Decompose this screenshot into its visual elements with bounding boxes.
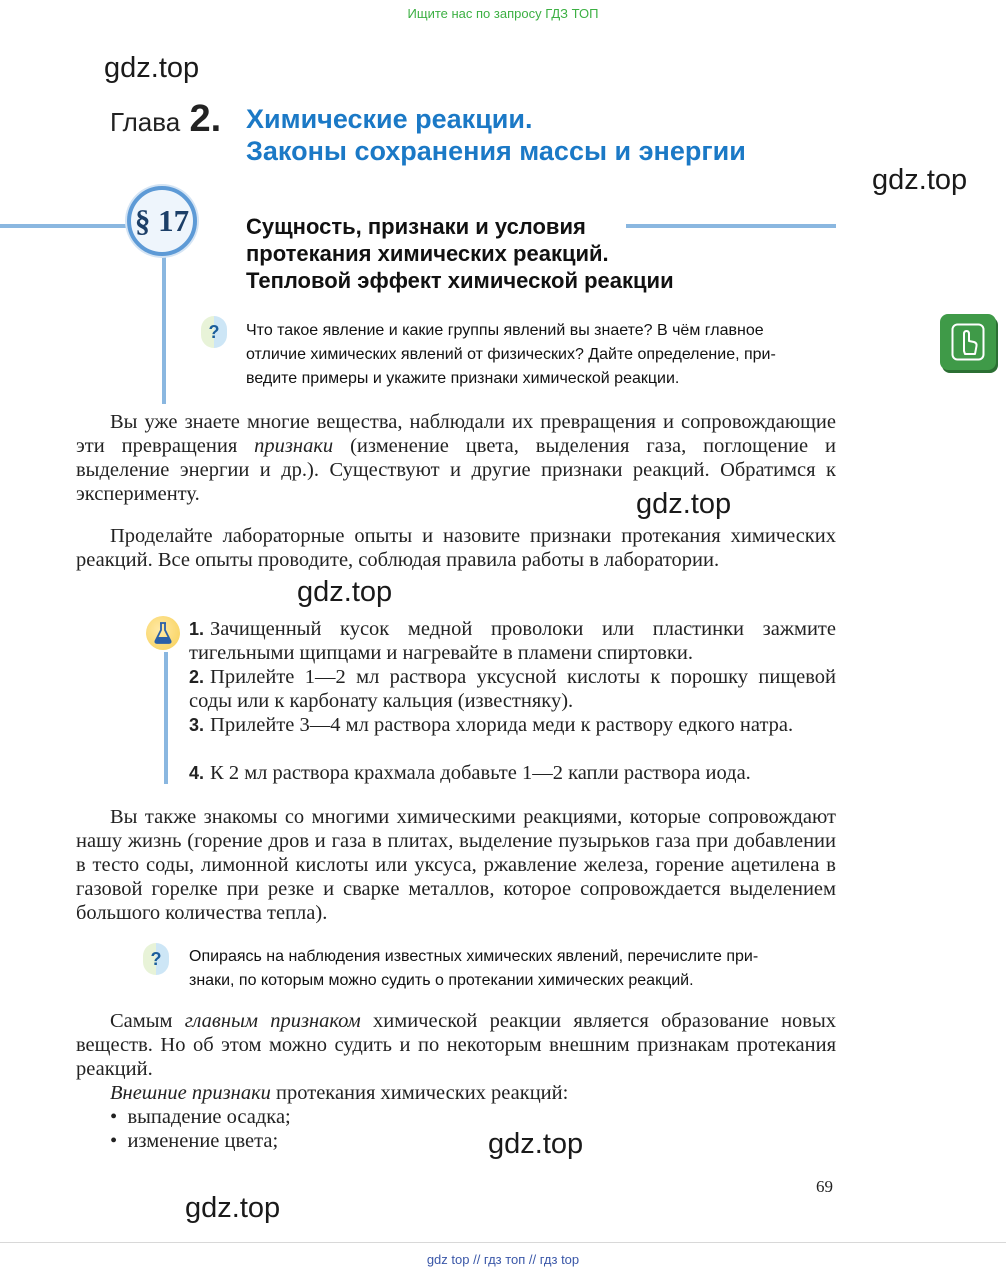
question-line: ведите примеры и укажите признаки химической реакции. bbox=[246, 370, 680, 387]
italic-term: Внешние признаки bbox=[110, 1082, 271, 1104]
list-item bbox=[110, 1105, 291, 1129]
external-signs-heading bbox=[110, 1081, 568, 1105]
lab-item-text: К 2 мл раствора крахмала добавьте 1—2 капли раствора иода. bbox=[210, 762, 751, 784]
text-run: протекания химических реакций: bbox=[270, 1082, 569, 1104]
watermark: gdz.top bbox=[872, 164, 968, 196]
section-rule-left bbox=[0, 224, 132, 228]
footer-links[interactable]: gdz top // гдз топ // гдз top bbox=[426, 1252, 580, 1267]
question-line: Опираясь на наблюдения известных химических явлений, перечислите при- bbox=[189, 948, 759, 965]
list-item bbox=[110, 1129, 278, 1153]
page-number: 69 bbox=[816, 1177, 833, 1196]
section-number: § 17 bbox=[134, 203, 190, 238]
lab-item bbox=[189, 713, 836, 737]
lab-item-number: 2. bbox=[189, 667, 205, 687]
text-run: Вы уже знаете многие вещества, наблюдали их превращения и сопровождающие эти превращения bbox=[76, 411, 836, 457]
watermark: gdz.top bbox=[636, 488, 732, 520]
tap-button[interactable] bbox=[940, 314, 996, 370]
watermark: gdz.top bbox=[488, 1128, 584, 1160]
lab-item-text: Прилейте 1—2 мл раствора уксусной кислоты к порошку пищевой соды или к карбонату кальция (известняку). bbox=[189, 666, 836, 712]
footer-divider bbox=[0, 1242, 1006, 1243]
chapter-label bbox=[110, 98, 221, 141]
lab-item-text: Зачищенный кусок медной проволоки или пластинки зажмите тигельными щипцами и нагревайте в пламени спиртовки. bbox=[189, 618, 836, 664]
italic-term: признаки bbox=[254, 435, 334, 457]
lab-item bbox=[189, 617, 836, 665]
lab-item-text: Прилейте 3—4 мл раствора хлорида меди к раствору едкого натра. bbox=[210, 714, 794, 736]
lab-item-number: 1. bbox=[189, 619, 205, 639]
question-icon: ? bbox=[201, 316, 227, 348]
text-run: Самым bbox=[110, 1010, 185, 1032]
question-block bbox=[246, 319, 776, 391]
paragraph-lab-intro bbox=[76, 524, 836, 572]
question-icon: ? bbox=[143, 943, 169, 975]
chapter-title bbox=[246, 103, 746, 167]
section-badge bbox=[127, 186, 197, 256]
watermark: gdz.top bbox=[185, 1192, 281, 1224]
top-banner[interactable]: Ищите нас по запросу ГДЗ ТОП bbox=[407, 6, 599, 21]
text-run: химической реакции является образование новых веществ. Но об этом можно судить и по некоторым внешним признакам протекания реакций. bbox=[76, 1010, 836, 1080]
lab-item-number: 4. bbox=[189, 763, 205, 783]
chapter-title-line: Химические реакции. bbox=[246, 104, 533, 134]
watermark: gdz.top bbox=[297, 576, 393, 608]
lab-rule-vertical bbox=[164, 652, 168, 784]
text-run: Проделайте лабораторные опыты и назовите признаки протекания химических реакций. Все опыты проводите, соблюдая правила работы в лаборатории. bbox=[76, 525, 836, 571]
list-item-text: выпадение осадка; bbox=[127, 1106, 291, 1128]
question-line: знаки, по которым можно судить о протекании химических реакций. bbox=[189, 972, 694, 989]
chapter-label-text: Глава bbox=[110, 107, 181, 137]
question-line: Что такое явление и какие группы явлений вы знаете? В чём главное bbox=[246, 322, 764, 339]
section-title-line: Сущность, признаки и условия bbox=[246, 214, 596, 239]
list-item-text: изменение цвета; bbox=[127, 1130, 279, 1152]
section-rule-vertical bbox=[162, 256, 166, 404]
watermark: gdz.top bbox=[104, 52, 200, 84]
bullet-icon: • bbox=[110, 1106, 128, 1128]
section-title bbox=[246, 213, 674, 294]
section-title-line: протекания химических реакций. bbox=[246, 241, 609, 266]
chapter-number: 2. bbox=[189, 98, 222, 140]
paragraph-intro bbox=[76, 410, 836, 506]
lab-item bbox=[189, 665, 836, 713]
bullet-icon: • bbox=[110, 1130, 128, 1152]
paragraph-main-sign bbox=[76, 1009, 836, 1081]
italic-term: главным признаком bbox=[184, 1010, 361, 1032]
question-line: отличие химических явлений от физических? Дайте определение, при- bbox=[246, 346, 776, 363]
lab-item-number: 3. bbox=[189, 715, 205, 735]
tap-hand-icon bbox=[951, 323, 985, 361]
flask-icon bbox=[146, 616, 180, 650]
paragraph-everyday-reactions bbox=[76, 805, 836, 925]
question-block bbox=[189, 945, 758, 993]
text-run: Вы также знакомы со многими химическими реакциями, которые сопровождают нашу жизнь (горение дров и газа в плитах, выделение пузырьков газа при добавлении в тесто соды, лимонной кислоты или уксуса, ржавление железа, горение ацетилена в газовой горелке при резке и сварке металлов, которое сопровождается выделением большого количества тепла). bbox=[76, 806, 836, 924]
flask-glyph bbox=[154, 622, 172, 644]
lab-item bbox=[189, 761, 836, 785]
section-title-line: Тепловой эффект химической реакции bbox=[246, 268, 674, 293]
text-run: (изменение цвета, выделения газа, поглощение и выделение энергии и др.). Существуют и другие признаки реакций. Обратимся к эксперименту. bbox=[76, 435, 836, 505]
chapter-title-line: Законы сохранения массы и энергии bbox=[246, 136, 746, 166]
